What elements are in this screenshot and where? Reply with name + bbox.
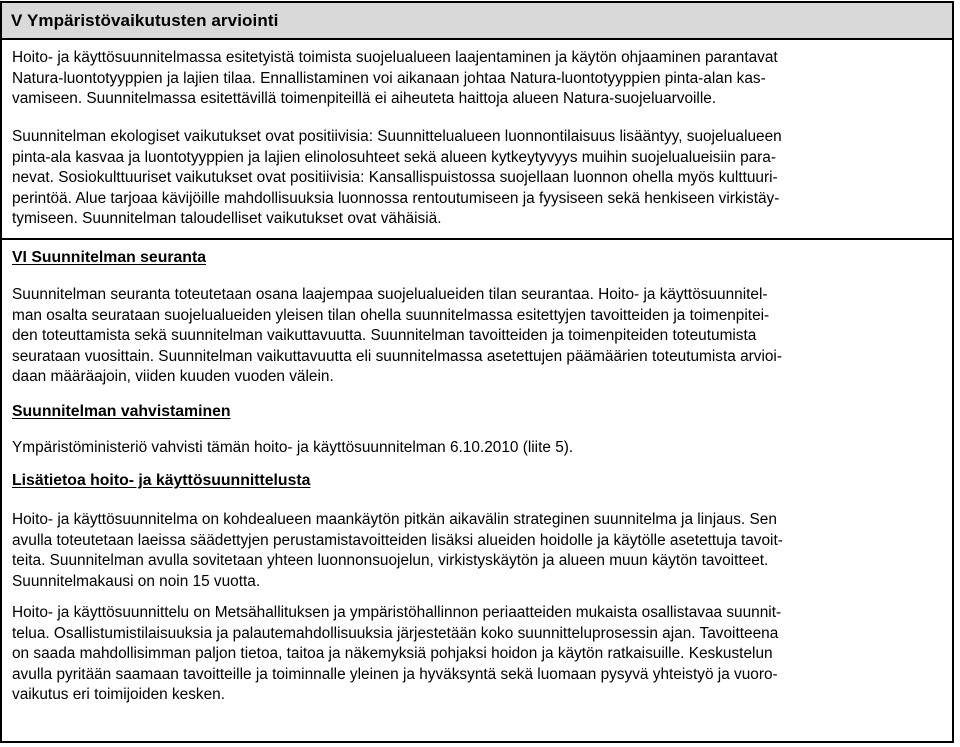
section-v-title: V Ympäristövaikutusten arviointi — [11, 11, 279, 30]
content-frame — [0, 1, 954, 743]
text-line: Suunnitelman ekologiset vaikutukset ovat positiivisia: Suunnittelualueen luonnontilaisuus lisääntyy, suojelualueen — [12, 128, 782, 145]
text-line: Suunnitelman seuranta toteutetaan osana laajempaa suojelualueiden tilan seurantaa. Hoito- ja käyttösuunnitel- — [12, 286, 768, 303]
text-line: pinta-ala kasvaa ja luontotyyppien ja lajien elinolosuhteet sekä alueen kytkeytyvyys muihin suojelualueisiin para- — [12, 148, 776, 166]
section-info-paragraph-2 — [12, 603, 944, 706]
text-line: Hoito- ja käyttösuunnitelma on kohdealueen maankäytön pitkän aikavälin strateginen suunnitelma ja linjaus. Sen — [12, 511, 777, 528]
text-line: daan määräajoin, viiden kuuden vuoden välein. — [12, 368, 334, 386]
section-v-paragraph-1 — [12, 48, 944, 110]
text-line: avulla pyritään saamaan tavoitteille ja toiminnalle yleinen ja hyväksyntä sekä luomaan pysyvä yhteistyö ja vuoro- — [12, 665, 778, 683]
text-line: perintöä. Alue tarjoaa kävijöille mahdollisuuksia luonnossa rentoutumiseen ja fyysiseen sekä henkiseen virkistäy- — [12, 189, 780, 207]
text-line: vaikutus eri toimijoiden kesken. — [12, 686, 226, 704]
text-line: teita. Suunnitelman avulla sovitetaan yhteen luonnonsuojelun, virkistyskäytön ja alueen muun käytön tavoitteet. — [12, 552, 769, 570]
section-info-title: Lisätietoa hoito- ja käyttösuunnittelusta — [12, 472, 311, 489]
text-line: Hoito- ja käyttösuunnittelu on Metsähallituksen ja ympäristöhallinnon periaatteiden mukaista osallistavaa suunnit- — [12, 604, 782, 621]
text-line: nevat. Sosiokulttuuriset vaikutukset ovat positiivisia: Kansallispuistossa suojellaan luonnon ohella myös kulttuuri- — [12, 169, 778, 187]
text-line: Natura-luontotyyppien ja lajien tilaa. Ennallistaminen voi aikanaan johtaa Natura-luontotyyppien pinta-alan kas- — [12, 69, 766, 87]
text-line: den toteuttamista sekä suunnitelman vaikuttavuutta. Suunnitelman tavoitteiden ja toimenpiteiden toteutumista — [12, 327, 757, 345]
section-confirm-title: Suunnitelman vahvistaminen — [12, 403, 231, 420]
section-confirm-paragraph-1 — [12, 438, 944, 459]
text-line: telua. Osallistumistilaisuuksia ja palautemahdollisuuksia järjestetään koko suunnitteluprosessin ajan. Tavoitteena — [12, 624, 779, 642]
text-line: Ympäristöministeriö vahvisti tämän hoito- ja käyttösuunnitelman 6.10.2010 (liite 5). — [12, 439, 574, 456]
text-line: tymiseen. Suunnitelman taloudelliset vaikutukset ovat vähäisiä. — [12, 210, 442, 228]
text-line: on saada mahdollisimman paljon tietoa, taitoa ja näkemyksiä pohjaksi hoidon ja käytön ratkaisuille. Keskustelun — [12, 645, 773, 663]
text-line: Suunnitelmakausi on noin 15 vuotta. — [12, 572, 261, 590]
section-vi-paragraph-1 — [12, 285, 944, 388]
section-v-paragraph-2 — [12, 127, 944, 230]
text-line: avulla toteutetaan laeissa säädettyjen perustamistavoitteiden lisäksi alueiden hoidolle ja käytölle asetettuja tavoit- — [12, 531, 783, 549]
section-vi-title: VI Suunnitelman seuranta — [12, 249, 206, 266]
text-line: Hoito- ja käyttösuunnitelmassa esitetyistä toimista suojelualueen laajentaminen ja käytön ohjaaminen parantavat — [12, 49, 778, 66]
section-divider — [2, 238, 952, 240]
section-header-band — [2, 3, 952, 40]
text-line: seurataan vuosittain. Suunnitelman vaikuttavuutta eli suunnitelmassa asetettujen päämäärien toteutumista arvioi- — [12, 347, 782, 365]
text-line: vamiseen. Suunnitelmassa esitettävillä toimenpiteillä ei aiheuteta haittoja alueen Natura-suojeluarvoille. — [12, 90, 717, 108]
text-line: man osalta seurataan suojelualueiden yleisen tilan ohella suunnitelmassa esitettyjen tavoitteiden ja toimenpitei- — [12, 306, 770, 324]
section-info-paragraph-1 — [12, 510, 944, 592]
